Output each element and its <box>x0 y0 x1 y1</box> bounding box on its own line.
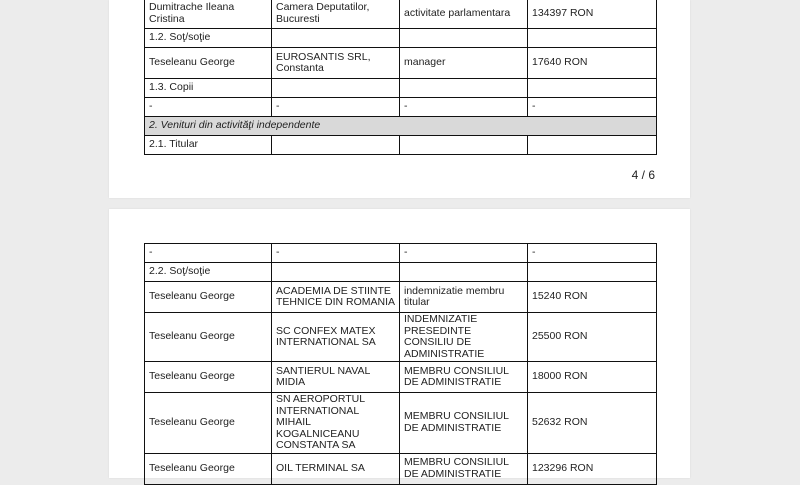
service-cell: MEMBRU CONSILIUL DE ADMINISTRATIE <box>400 362 528 393</box>
page-number: 4 / 6 <box>631 168 655 182</box>
beneficiary-cell: Dumitrache Ileana Cristina <box>145 0 272 29</box>
annual-income-cell: 134397 RON <box>528 0 657 29</box>
table-row <box>145 98 657 117</box>
subsection-label-cell: 1.2. Soţ/soţie <box>145 29 272 48</box>
income-source-cell: SC CONFEX MATEX INTERNATIONAL SA <box>272 313 400 362</box>
table-row <box>145 313 657 362</box>
table-row <box>145 362 657 393</box>
subsection-label-cell: 1.3. Copii <box>145 79 272 98</box>
beneficiary-cell: Teseleanu George <box>145 313 272 362</box>
income-table-page-5 <box>144 243 657 485</box>
income-source-cell: - <box>272 244 400 263</box>
beneficiary-cell: - <box>145 98 272 117</box>
subsection-label-cell: 2.1. Titular <box>145 136 272 155</box>
table-row <box>145 282 657 313</box>
income-source-cell: SN AEROPORTUL INTERNATIONAL MIHAIL KOGALNICEANU CONSTANTA SA <box>272 393 400 454</box>
beneficiary-cell: Teseleanu George <box>145 282 272 313</box>
subsection-label-cell: 2.2. Soţ/soţie <box>145 263 272 282</box>
beneficiary-cell: Teseleanu George <box>145 393 272 454</box>
annual-income-cell: 15240 RON <box>528 282 657 313</box>
beneficiary-cell: Teseleanu George <box>145 453 272 484</box>
income-source-cell: ACADEMIA DE STIINTE TEHNICE DIN ROMANIA <box>272 282 400 313</box>
annual-income-cell: 25500 RON <box>528 313 657 362</box>
income-source-cell: Camera Deputatilor, Bucuresti <box>272 0 400 29</box>
service-cell: MEMBRU CONSILIUL DE ADMINISTRATIE <box>400 393 528 454</box>
service-cell: INDEMNIZATIE PRESEDINTE CONSILIU DE ADMINISTRATIE <box>400 313 528 362</box>
service-cell: indemnizatie membru titular <box>400 282 528 313</box>
table-row <box>145 29 657 48</box>
table-row <box>145 393 657 454</box>
table-row <box>145 48 657 79</box>
section-header-row <box>145 117 657 136</box>
beneficiary-cell: - <box>145 244 272 263</box>
service-cell: MEMBRU CONSILIUL DE ADMINISTRATIE <box>400 453 528 484</box>
table-row <box>145 244 657 263</box>
service-cell: - <box>400 244 528 263</box>
table-row <box>145 453 657 484</box>
service-cell: activitate parlamentara <box>400 0 528 29</box>
annual-income-cell: 52632 RON <box>528 393 657 454</box>
table-row <box>145 263 657 282</box>
service-cell: manager <box>400 48 528 79</box>
table-row <box>145 136 657 155</box>
annual-income-cell: 17640 RON <box>528 48 657 79</box>
annual-income-cell: 18000 RON <box>528 362 657 393</box>
table-row <box>145 0 657 29</box>
beneficiary-cell: Teseleanu George <box>145 362 272 393</box>
document-page-5 <box>109 209 690 478</box>
income-table-page-4 <box>144 0 657 155</box>
annual-income-cell: - <box>528 244 657 263</box>
table-row <box>145 79 657 98</box>
document-page-4 <box>109 0 690 198</box>
section-title: 2. Venituri din activităţi independente <box>145 117 657 136</box>
annual-income-cell: 123296 RON <box>528 453 657 484</box>
income-source-cell: EUROSANTIS SRL, Constanta <box>272 48 400 79</box>
income-source-cell: SANTIERUL NAVAL MIDIA <box>272 362 400 393</box>
annual-income-cell: - <box>528 98 657 117</box>
service-cell: - <box>400 98 528 117</box>
income-source-cell: OIL TERMINAL SA <box>272 453 400 484</box>
income-source-cell: - <box>272 98 400 117</box>
beneficiary-cell: Teseleanu George <box>145 48 272 79</box>
